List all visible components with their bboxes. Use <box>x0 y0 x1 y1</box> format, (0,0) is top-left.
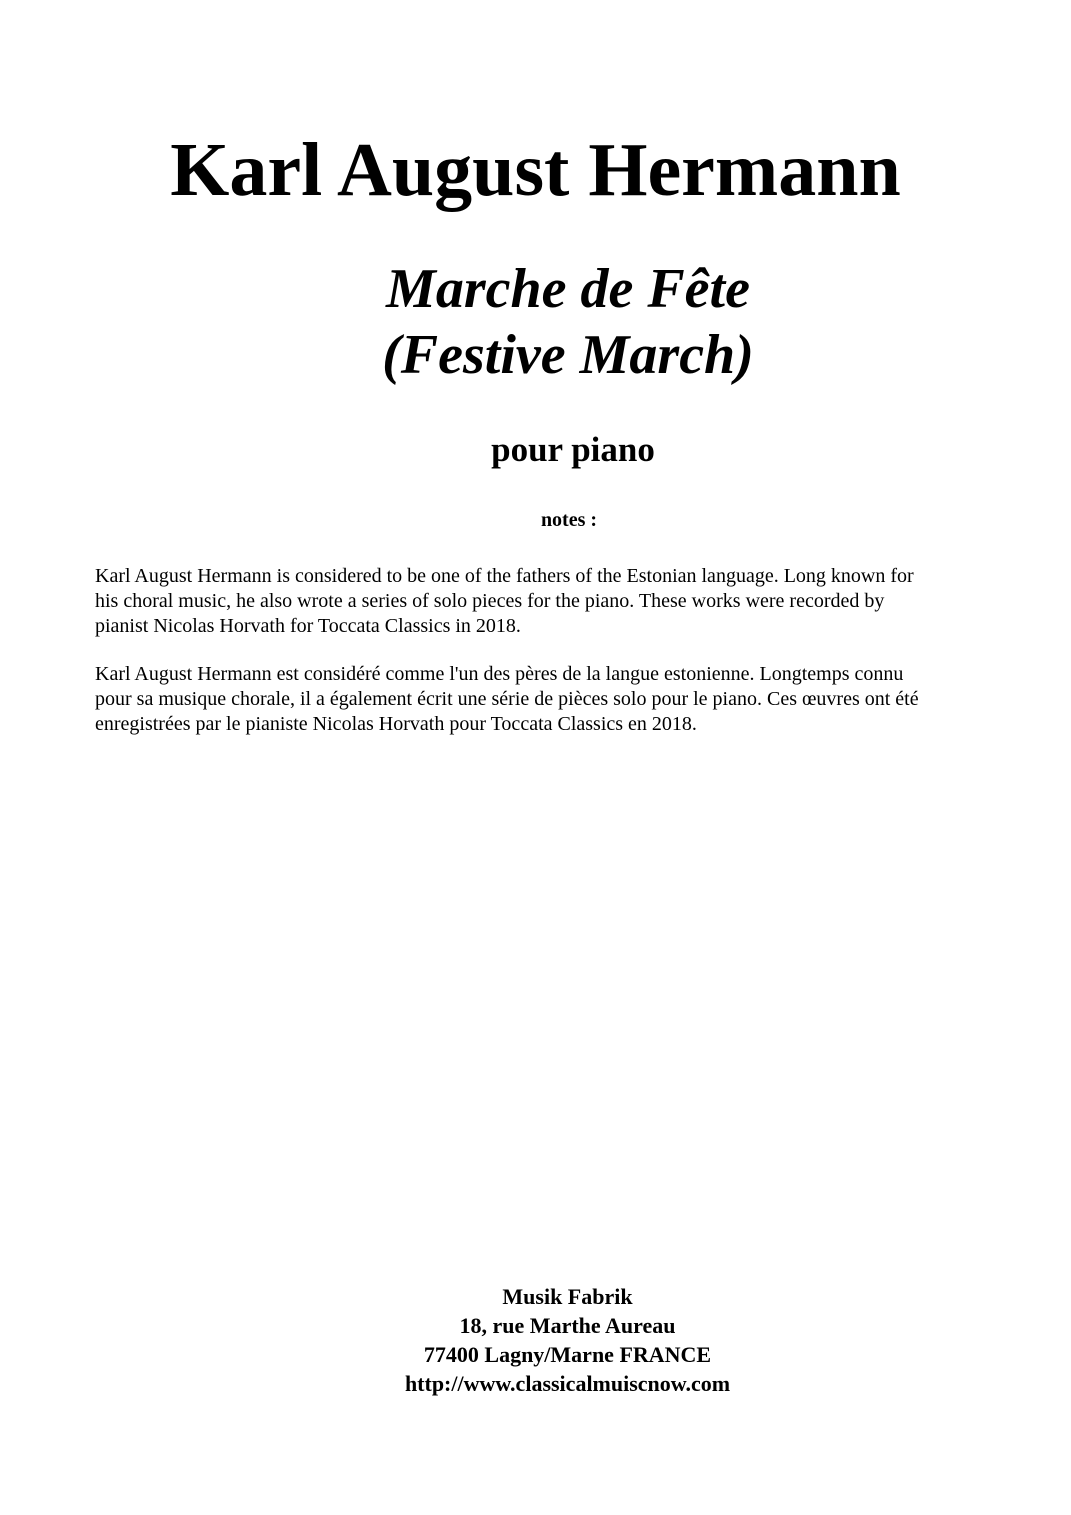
publisher-website: http://www.classicalmuiscnow.com <box>404 1371 731 1396</box>
notes-paragraph-french: Karl August Hermann est considéré comme l'un des pères de la langue estonienne. Longtemps connu pour sa musique chorale, il a également écrit une série de pièces solo pour le piano. Ces œuvres ont été enregistrées par le pianiste Nicolas Horvath pour Toccata Classics en 2018. <box>95 663 919 735</box>
work-title-english: (Festive March) <box>382 324 754 386</box>
publisher-street: 18, rue Marthe Aureau <box>459 1313 676 1338</box>
work-title-french: Marche de Fête <box>386 258 750 320</box>
publisher-name: Musik Fabrik <box>502 1284 633 1309</box>
instrumentation: pour piano <box>491 430 655 469</box>
composer-name: Karl August Hermann <box>170 128 901 212</box>
publisher-block <box>0 1282 1071 1398</box>
work-title <box>0 256 1071 388</box>
notes-paragraph-english: Karl August Hermann is considered to be one of the fathers of the Estonian language. Long known for his choral music, he also wrote a series of solo pieces for the piano. These works were recorded by pianist Nicolas Horvath for Toccata Classics in 2018. <box>95 565 914 637</box>
notes-heading: notes : <box>540 509 598 531</box>
publisher-city: 77400 Lagny/Marne FRANCE <box>423 1342 712 1367</box>
